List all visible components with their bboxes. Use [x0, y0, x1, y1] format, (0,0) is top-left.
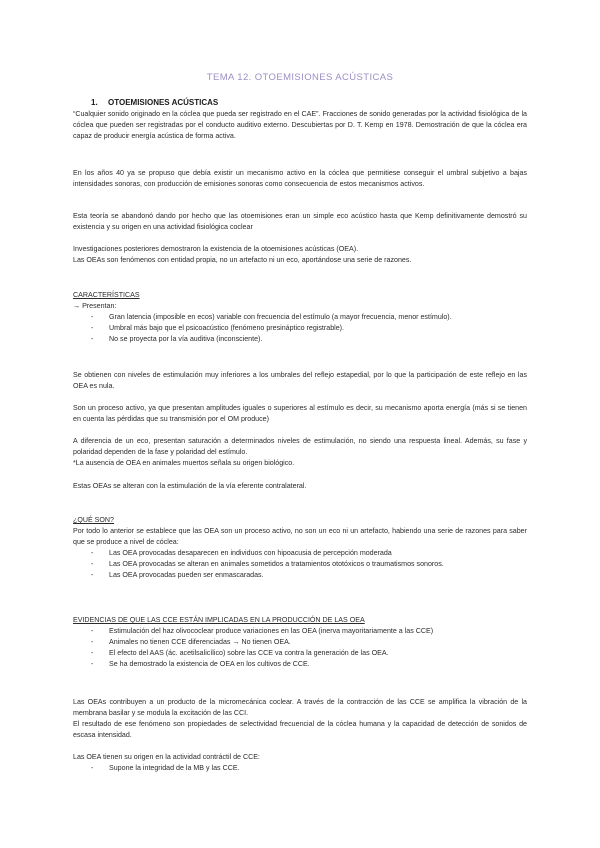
paragraph-levels: Se obtienen con niveles de estimulación muy inferiores a los umbrales del reflejo estapedial, por lo que la participación de este reflejo en las OEA es nula. — [73, 371, 527, 390]
intro-paragraph: “Cualquier sonido originado en la cóclea que pueda ser registrado en el CAE”. Fracciones de sonido generadas por la actividad fisiológica de la cóclea que pueden ser registradas por el conducto auditivo externo. Descubiertas por D. T. Kemp en 1978. Demostración de que la cóclea era capaz de producir energía acústica de forma activa. — [73, 110, 527, 140]
paragraph-mechanism: En los años 40 ya se propuso que debía existir un mecanismo activo en la cóclea que permitiese conseguir el umbral subjetivo a bajas intensidades sonoras, con producción de emisiones sonoras como consecuencia de estos mecanismos activos. — [73, 169, 527, 188]
list-item: - Las OEA provocadas pueden ser enmascaradas. — [73, 570, 527, 581]
paragraph-efferent: Estas OEAs se alteran con la estimulación de la vía eferente contralateral. — [73, 482, 307, 490]
characteristics-intro: → Presentan: — [73, 302, 117, 310]
list-item: - Supone la integridad de la MB y las CCE. — [73, 763, 527, 774]
list-item: - Gran latencia (imposible en ecos) variable con frecuencia del estímulo (a mayor frecuencia, menor estímulo). — [73, 312, 527, 323]
list-item: - Las OEA provocadas desaparecen en individuos con hipoacusia de percepción moderada — [73, 548, 527, 559]
paragraph-research: Investigaciones posteriores demostraron la existencia de la otoemisiones acústicas (OEA). — [73, 245, 359, 253]
section-heading — [91, 98, 218, 107]
paragraph-biological-origin: *La ausencia de OEA en animales muertos señala su origen biológico. — [73, 459, 295, 467]
what-are-section — [73, 515, 527, 581]
origin-text: Las OEA tienen su origen en la actividad contráctil de CCE: — [73, 753, 260, 761]
list-item: - El efecto del AAS (ác. acetilsalicílico) sobre las CCE va contra la generación de las OEA. — [73, 648, 527, 659]
evidence-list — [73, 626, 527, 670]
what-are-list — [73, 548, 527, 581]
list-item: - Umbral más bajo que el psicoacústico (fenómeno presináptico registrable). — [73, 323, 527, 334]
characteristics-heading: CARACTERÍSTICAS — [73, 291, 140, 299]
paragraph-micromechanics: Las OEAs contribuyen a un producto de la micromecánica coclear. A través de la contracción de las CCE se amplifica la vibración de la membrana basilar y se modula la excitación de las CCI. — [73, 698, 527, 717]
evidence-section — [73, 615, 527, 670]
paragraph-theory-abandoned: Esta teoría se abandonó dando por hecho que las otoemisiones eran un simple eco acústico hasta que Kemp definitivamente demostró su existencia y su origen en una actividad fisiológica coclear — [73, 212, 527, 231]
characteristics-section — [73, 290, 527, 345]
list-item: - Estimulación del haz olivococlear produce variaciones en las OEA (inerva mayoritariamente a las CCE) — [73, 626, 527, 637]
section-number: 1. — [91, 98, 98, 107]
list-item: - Las OEA provocadas se alteran en animales sometidos a tratamientos ototóxicos o traumatismos sonoros. — [73, 559, 527, 570]
origin-section — [73, 752, 527, 774]
section-heading-text: OTOEMISIONES ACÚSTICAS — [108, 98, 219, 107]
page-title: TEMA 12. OTOEMISIONES ACÚSTICAS — [206, 72, 394, 83]
list-item: - No se proyecta por la vía auditiva (inconsciente). — [73, 334, 527, 345]
evidence-heading: EVIDENCIAS DE QUE LAS CCE ESTÁN IMPLICADAS EN LA PRODUCCIÓN DE LAS OEA — [73, 616, 365, 624]
what-are-heading: ¿QUÉ SON? — [73, 516, 114, 524]
what-are-text: Por todo lo anterior se establece que las OEA son un proceso activo, no son un eco ni un artefacto, habiendo una serie de razones para saber que se produce a nivel de cóclea: — [73, 527, 527, 546]
paragraph-active-process: Son un proceso activo, ya que presentan amplitudes iguales o superiores al estímulo es decir, su mecanismo aporta energía (más si se tienen en cuenta las pérdidas que su transmisión por el OM produce) — [73, 404, 527, 423]
paragraph-selectivity: El resultado de ese fenómeno son propiedades de selectividad frecuencial de la cóclea humana y la capacidad de detección de sonidos de escasa intensidad. — [73, 720, 527, 739]
paragraph-entity: Las OEAs son fenómenos con entidad propia, no un artefacto ni un eco, aportándose una serie de razones. — [73, 256, 412, 264]
origin-list — [73, 763, 527, 774]
paragraph-echo-difference: A diferencia de un eco, presentan saturación a determinados niveles de estimulación, no siendo una respuesta lineal. Además, su fase y polaridad dependen de la fase y polaridad del estímulo. — [73, 437, 527, 456]
list-item: - Se ha demostrado la existencia de OEA en los cultivos de CCE. — [73, 659, 527, 670]
list-item: - Animales no tienen CCE diferenciadas → No tienen OEA. — [73, 637, 527, 648]
characteristics-list — [73, 312, 527, 345]
